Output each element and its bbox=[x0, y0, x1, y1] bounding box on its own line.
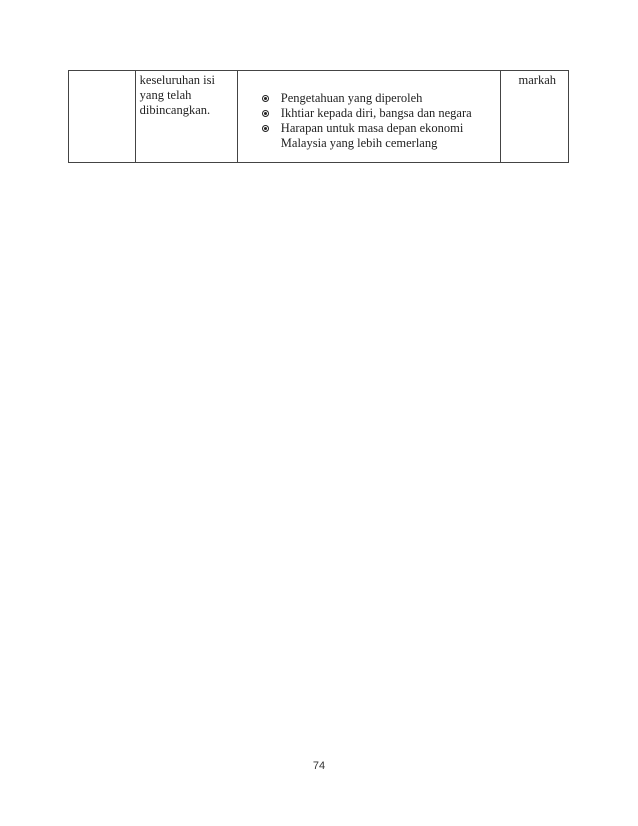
criterion-cell bbox=[135, 71, 237, 163]
point-text: Harapan untuk masa depan ekonomi Malaysia yang lebih cemerlang bbox=[280, 121, 464, 150]
bullet-icon bbox=[262, 110, 269, 117]
criterion-line: dibincangkan. bbox=[139, 103, 211, 117]
empty-cell bbox=[69, 71, 136, 163]
page-number: 74 bbox=[312, 760, 326, 772]
list-item bbox=[258, 91, 496, 106]
bullet-icon bbox=[262, 125, 269, 132]
points-cell bbox=[237, 71, 500, 163]
criterion-line: keseluruhan isi bbox=[139, 73, 215, 87]
bullet-icon bbox=[262, 95, 269, 102]
point-text: Pengetahuan yang diperoleh bbox=[280, 91, 423, 105]
list-item bbox=[258, 121, 496, 151]
marks-label: markah bbox=[518, 73, 556, 87]
marks-cell bbox=[501, 71, 569, 163]
rubric-table bbox=[68, 70, 569, 163]
list-item bbox=[258, 106, 496, 121]
point-text: Ikhtiar kepada diri, bangsa dan negara bbox=[280, 106, 472, 120]
table-row bbox=[69, 71, 569, 163]
points-list bbox=[242, 91, 496, 151]
criterion-line: yang telah bbox=[139, 88, 192, 102]
